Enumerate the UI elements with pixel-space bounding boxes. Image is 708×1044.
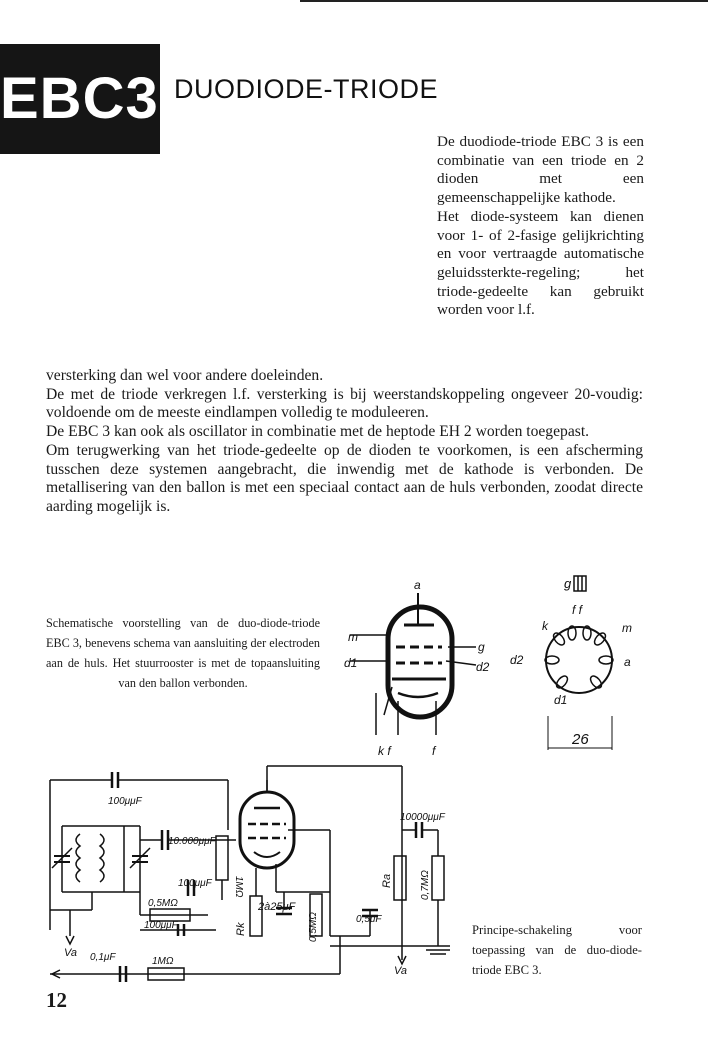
label-g: g [478,640,485,654]
body-paragraph: versterking dan wel voor andere doeleinden. [46,367,324,384]
label-c-10000a: 10.000μμF [168,836,216,847]
intro-paragraph: De duodiode-triode EBC 3 is een combinatie van een triode en 2 dioden met een gemeenschappelijke kathode. [437,133,644,207]
tube-code-block: EBC3 [0,44,160,154]
figure2-caption: Principe-schakeling voor toepassing van de duo-diode-triode EBC 3. [472,923,642,977]
label-rk: Rk [235,922,247,936]
body-paragraph: De met de triode verkregen l.f. versterking is bij weerstandskoppeling ongeveer 20-voudig: voldoende om de meeste eindlampen volledig te moduleeren. [46,385,643,422]
label-kf: k f [378,744,391,758]
label-m: m [348,630,358,644]
label-c-01: 0,1μF [90,952,116,963]
label-r-05m-b: 0,5MΩ [308,912,319,942]
label-c-100c: 100μμF [144,920,178,931]
figure1-caption: Schematische voorstelling van de duo-diode-triode EBC 3, benevens schema van aansluiting der electroden aan de huls. Het stuurrooster is met de topaansluiting van den ballon verbonden. [46,616,320,690]
label-r-07m: 0,7MΩ [420,870,431,900]
label-d1-pin: d1 [554,693,568,707]
label-d1: d1 [344,656,358,670]
intro-column [437,133,644,320]
base-pin-diagram [510,570,660,755]
label-dimension: 26 [572,731,589,748]
label-m-pin: m [622,621,632,635]
body-paragraph: De EBC 3 kan ook als oscillator in combinatie met de heptode EH 2 worden toegepast. [46,423,590,441]
label-c-05: 0,5μF [356,914,382,925]
page-title: DUODIODE-TRIODE [174,74,438,104]
label-r-05m: 0,5MΩ [148,898,178,909]
page-number: 12 [46,988,67,1012]
label-c-100b: 100μμF [178,878,212,889]
label-r-1m-b: 1MΩ [152,956,174,967]
label-c-100: 100μμF [108,796,142,807]
label-a-pin: a [624,655,631,669]
label-d2: d2 [476,660,490,674]
label-r-1m: 1MΩ [233,876,244,898]
intro-paragraph: Het diode-systeem kan dienen voor 1- of 2-fasige gelijkrichting en voor vertraagde automatische geluidssterkte-regeling; het triode-gedeelte kan gebruikt worden voor l.f. [437,207,644,319]
label-c-2a25: 2à25μF [258,901,296,913]
tube-symbol-diagram [330,575,510,760]
label-f: f [432,744,436,758]
label-va-left: Va [64,947,78,959]
body-text [46,367,643,517]
label-g-cap: g [564,576,572,591]
label-a: a [414,578,421,592]
label-c-10000b: 10000μμF [400,812,445,823]
label-ra: Ra [381,873,393,888]
top-rule [300,0,708,2]
label-d2-pin: d2 [510,653,524,667]
label-k: k [542,619,548,633]
circuit-schematic [40,760,470,990]
body-paragraph: Om terugwerking van het triode-gedeelte op de dioden te voorkomen, is een afscherming tusschen deze systemen aangebracht, die inwendig met de kathode is verbonden. De metallisering van den ballon is met een speciaal contact aan de huls verbonden, zoodat directe aarding mogelijk is. [46,441,643,515]
label-ff: f f [572,603,583,617]
label-va-bottom: Va [394,965,408,977]
